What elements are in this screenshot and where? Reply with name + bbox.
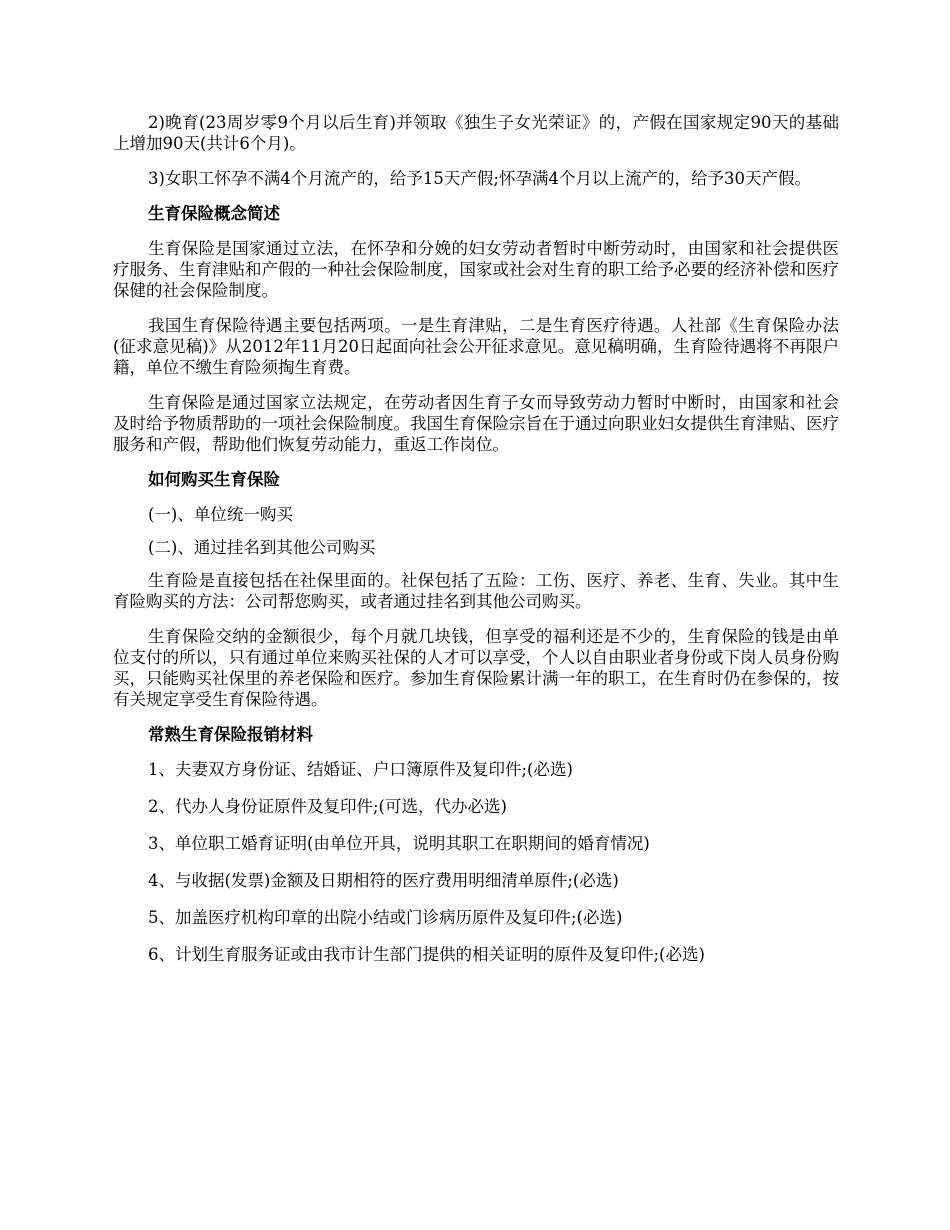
materials-item-1: 1、夫妻双方身份证、结婚证、户口簿原件及复印件;(必选)	[148, 760, 573, 779]
heading-materials: 常熟生育保险报销材料	[148, 725, 313, 744]
materials-item-5: 5、加盖医疗机构印章的出院小结或门诊病历原件及复印件;(必选)	[148, 908, 623, 927]
paragraph-late-birth: 2)晚育(23周岁零9个月以后生育)并领取《独生子女光荣证》的，产假在国家规定90天的基础上增加90天(共计6个月)。	[113, 113, 839, 153]
paragraph-buy-2: 生育保险交纳的金额很少，每个月就几块钱，但享受的福利还是不少的，生育保险的钱是由单位支付的所以，只有通过单位来购买社保的人才可以享受，个人以自由职业者身份或下岗人员身份购买，只能购买社保里的养老保险和医疗。参加生育保险累计满一年的职工，在生育时仍在参保的，按有关规定享受生育保险待遇。	[113, 627, 839, 709]
heading-buy: 如何购买生育保险	[148, 470, 280, 489]
materials-item-2: 2、代办人身份证原件及复印件;(可选，代办必选)	[148, 797, 507, 816]
document-page	[113, 112, 839, 981]
materials-item-3: 3、单位职工婚育证明(由单位开具，说明其职工在职期间的婚育情况)	[148, 834, 650, 853]
paragraph-miscarriage: 3)女职工怀孕不满4个月流产的，给予15天产假;怀孕满4个月以上流产的，给予30天产假。	[148, 169, 811, 188]
heading-concept: 生育保险概念简述	[148, 204, 280, 223]
paragraph-concept-2: 我国生育保险待遇主要包括两项。一是生育津贴，二是生育医疗待遇。人社部《生育保险办法(征求意见稿)》从2012年11月20日起面向社会公开征求意见。意见稿明确，生育险待遇将不再限户籍，单位不缴生育险须掏生育费。	[113, 316, 839, 377]
materials-item-6: 6、计划生育服务证或由我市计生部门提供的相关证明的原件及复印件;(必选)	[148, 945, 705, 964]
paragraph-concept-1: 生育保险是国家通过立法，在怀孕和分娩的妇女劳动者暂时中断劳动时，由国家和社会提供医疗服务、生育津贴和产假的一种社会保险制度，国家或社会对生育的职工给予必要的经济补偿和医疗保健的社会保险制度。	[113, 239, 839, 300]
paragraph-buy-1: 生育险是直接包括在社保里面的。社保包括了五险：工伤、医疗、养老、生育、失业。其中生育险购买的方法：公司帮您购买，或者通过挂名到其他公司购买。	[113, 571, 839, 611]
buy-option-1: (一)、单位统一购买	[148, 505, 293, 524]
materials-item-4: 4、与收据(发票)金额及日期相符的医疗费用明细清单原件;(必选)	[148, 871, 619, 890]
paragraph-concept-3: 生育保险是通过国家立法规定，在劳动者因生育子女而导致劳动力暂时中断时，由国家和社会及时给予物质帮助的一项社会保险制度。我国生育保险宗旨在于通过向职业妇女提供生育津贴、医疗服务和产假，帮助他们恢复劳动能力，重返工作岗位。	[113, 393, 839, 454]
buy-option-2: (二)、通过挂名到其他公司购买	[148, 538, 376, 557]
